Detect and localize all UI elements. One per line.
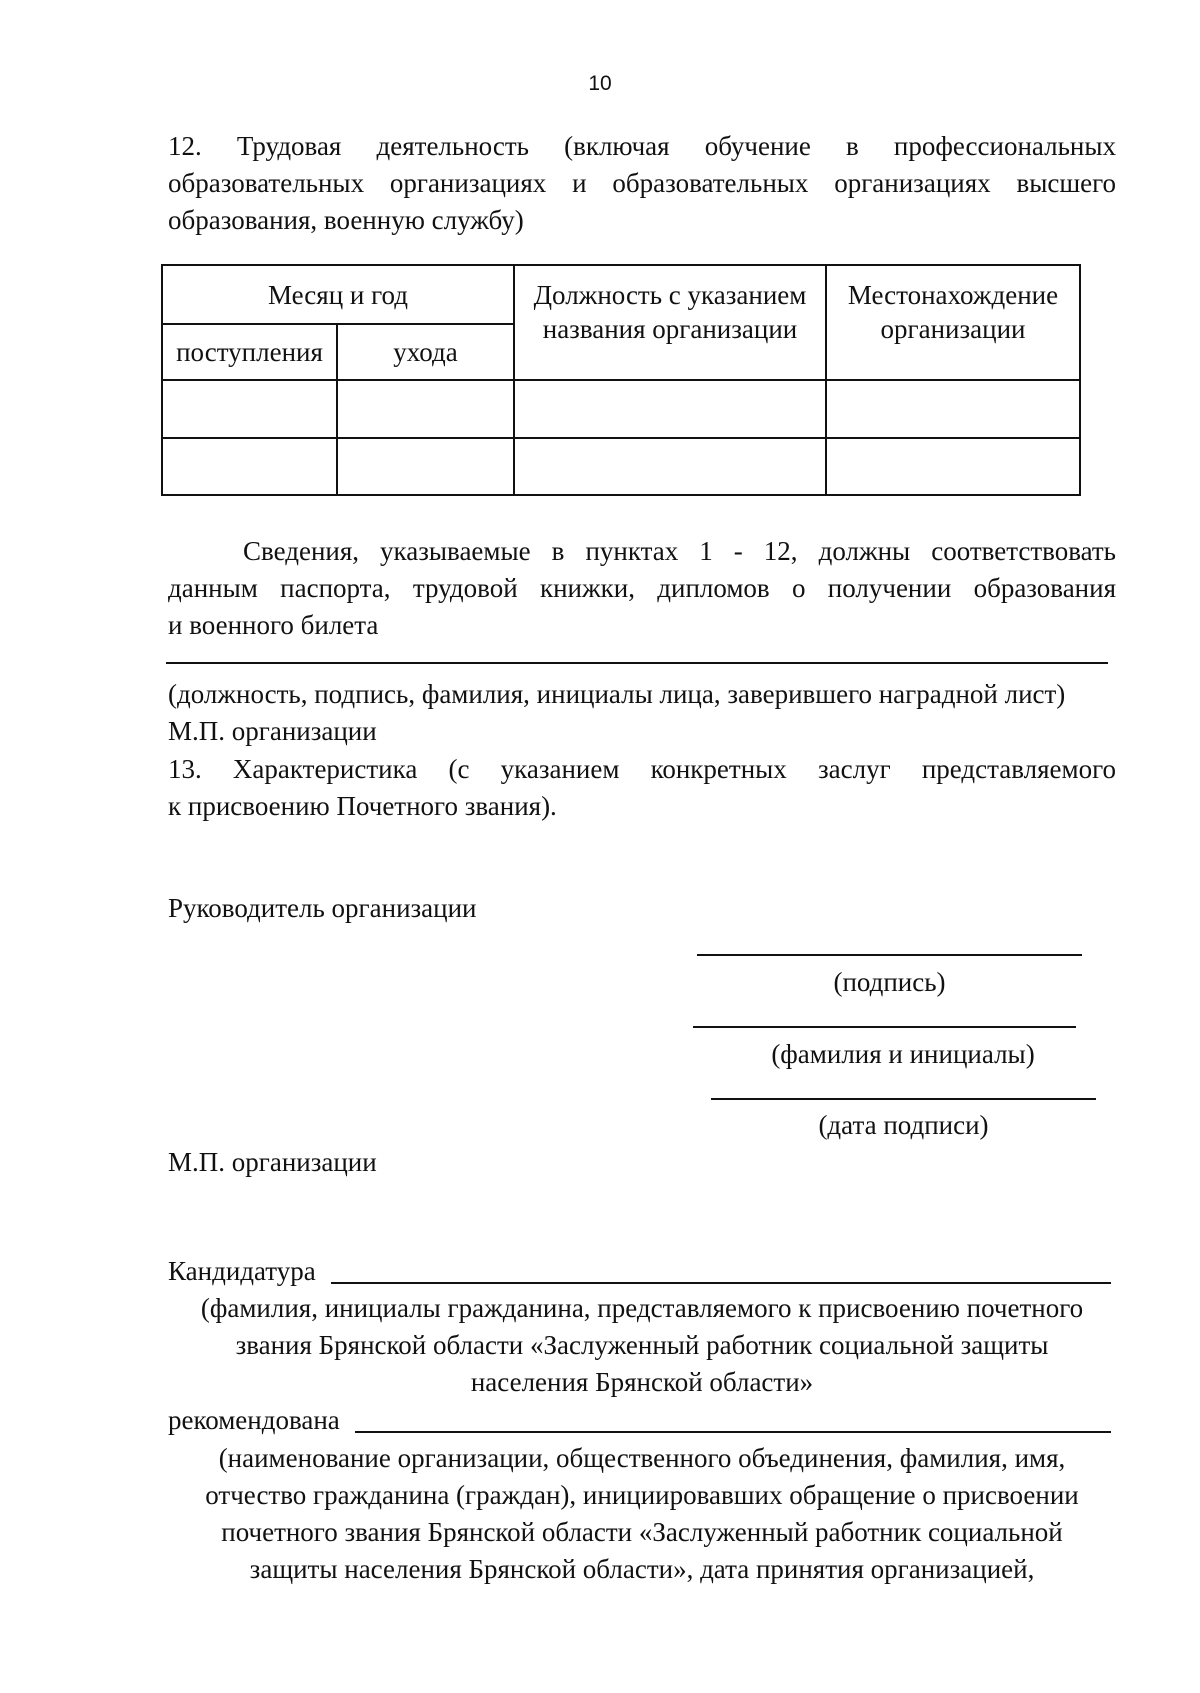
header-location-line-1: Местонахождение [847,280,1059,310]
table-cell [337,438,514,495]
candidate-caption-line-3: населения Брянской области» [470,1367,814,1397]
info-line-2: данным паспорта, трудовой книжки, дипломов о получении образования [168,573,1116,603]
table-cell [514,438,826,495]
section-12-line-1: 12. Трудовая деятельность (включая обучение в профессиональных [168,131,1116,161]
info-line-1: Сведения, указываемые в пунктах 1 - 12, должны соответствовать [243,536,1116,566]
table-cell [826,438,1080,495]
candidate-caption-line-2: звания Брянской области «Заслуженный работник социальной защиты [235,1330,1049,1360]
header-month-year: Месяц и год [162,265,514,324]
employment-table [161,264,1081,496]
head-label: Руководитель организации [168,893,477,923]
candidate-line [331,1282,1111,1284]
recommended-label: рекомендована [168,1405,340,1435]
recommended-caption-line-2: отчество гражданина (граждан), инициировавших обращение о присвоении [205,1480,1079,1510]
recommended-caption-line-3: почетного звания Брянской области «Заслуженный работник социальной [221,1517,1063,1547]
stamp-label-2: М.П. организации [168,1147,377,1177]
header-location-line-2: организации [880,314,1026,344]
name-caption: (фамилия и инициалы) [771,1039,1035,1069]
date-line [711,1098,1096,1100]
header-location [826,265,1080,380]
signature-line [697,954,1082,956]
subheader-exit: ухода [337,324,514,380]
table-cell [162,380,337,438]
section-12-line-3: образования, военную службу) [168,205,524,235]
page-number: 10 [588,72,612,95]
certifier-signature-line [166,662,1108,664]
header-position [514,265,826,380]
table-cell [826,380,1080,438]
table-cell [514,380,826,438]
info-line-3: и военного билета [168,610,379,640]
stamp-label-1: М.П. организации [168,716,377,746]
recommended-caption-line-4: защиты населения Брянской области», дата принятия организацией, [249,1554,1035,1584]
table-row [162,380,1080,438]
section-13-line-2: к присвоению Почетного звания). [168,791,557,821]
subheader-entry: поступления [162,324,337,380]
section-12-line-2: образовательных организациях и образовательных организациях высшего [168,168,1116,198]
table-cell [337,380,514,438]
recommended-line [355,1431,1111,1433]
table-cell [162,438,337,495]
name-line [693,1026,1076,1028]
recommended-caption-line-1: (наименование организации, общественного объединения, фамилия, имя, [218,1443,1066,1473]
section-13-line-1: 13. Характеристика (с указанием конкретных заслуг представляемого [168,754,1116,784]
date-caption: (дата подписи) [818,1110,989,1140]
certifier-caption: (должность, подпись, фамилия, инициалы лица, заверившего наградной лист) [168,679,1066,709]
signature-caption: (подпись) [833,967,946,997]
header-position-line-1: Должность с указанием [533,280,807,310]
table-row [162,438,1080,495]
candidate-caption-line-1: (фамилия, инициалы гражданина, представляемого к присвоению почетного [200,1293,1084,1323]
header-position-line-2: названия организации [542,314,798,344]
candidate-label: Кандидатура [168,1256,316,1286]
